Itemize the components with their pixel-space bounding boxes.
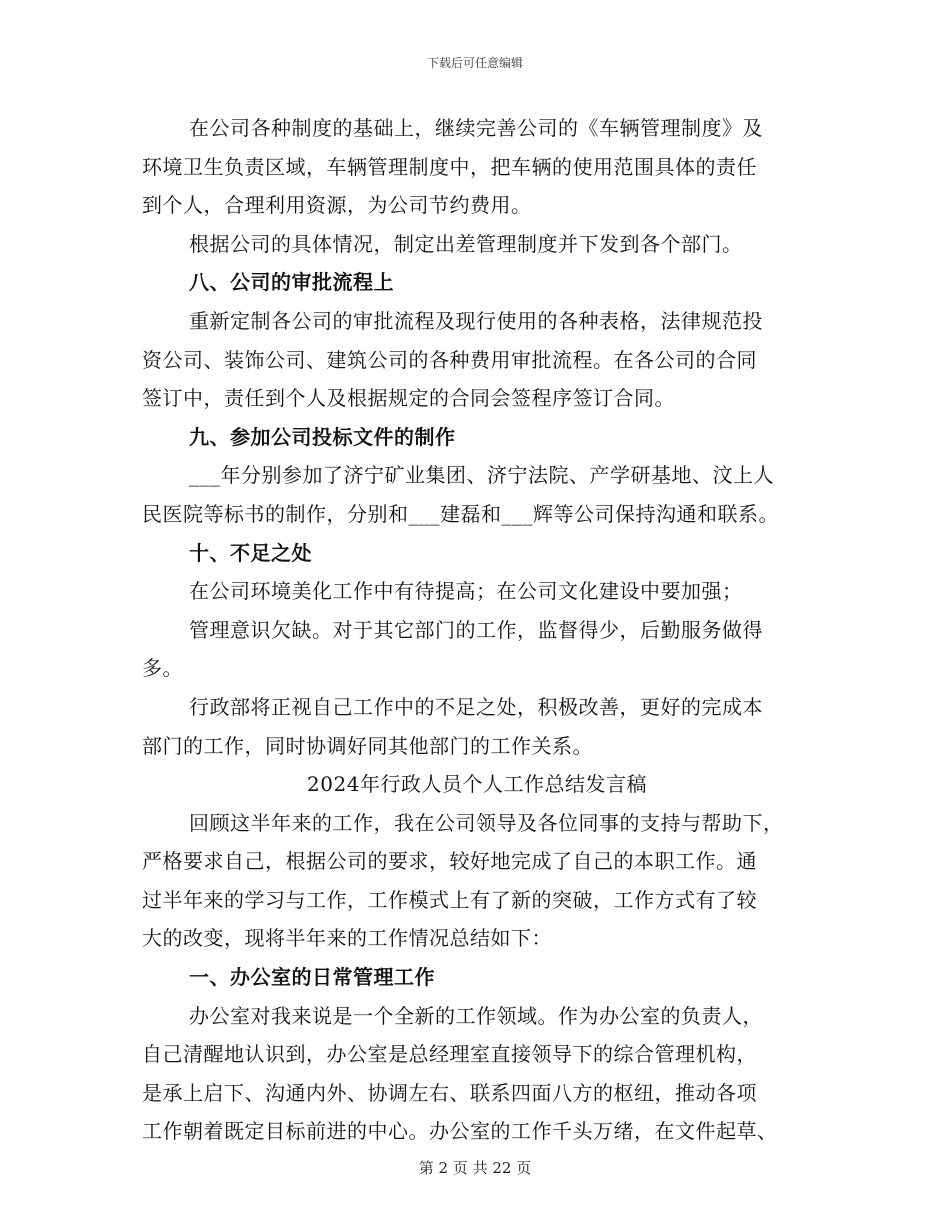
section-heading: 十、不足之处 — [189, 540, 312, 565]
paragraph-line: 过半年来的学习与工作，工作模式上有了新的突破，工作方式有了较 — [142, 887, 757, 912]
page-header: 下载后可任意编辑 — [426, 56, 523, 70]
paragraph-line: 大的改变，现将半年来的工作情况总结如下： — [142, 926, 552, 951]
paragraph-line: 是承上启下、沟通内外、协调左右、联系四面八方的枢纽，推动各项 — [142, 1080, 757, 1105]
paragraph-line: 部门的工作，同时协调好同其他部门的工作关系。 — [142, 733, 593, 758]
paragraph-line: 重新定制各公司的审批流程及现行使用的各种表格，法律规范投 — [189, 308, 763, 333]
section-heading: 一、办公室的日常管理工作 — [189, 965, 435, 990]
paragraph-line: 到个人，合理利用资源，为公司节约费用。 — [142, 193, 532, 218]
paragraph-line: 在公司环境美化工作中有待提高；在公司文化建设中要加强； — [189, 579, 743, 604]
section-title: 2024年行政人员个人工作总结发言稿 — [307, 772, 647, 797]
document-body — [142, 109, 812, 1151]
paragraph-line: 多。 — [142, 656, 183, 681]
paragraph-line: 资公司、装饰公司、建筑公司的各种费用审批流程。在各公司的合同 — [142, 347, 757, 372]
section-heading: 九、参加公司投标文件的制作 — [189, 424, 456, 449]
paragraph-line: 管理意识欠缺。对于其它部门的工作，监督得少，后勤服务做得 — [189, 617, 763, 642]
paragraph-line: 工作朝着既定目标前进的中心。办公室的工作千头万绪，在文件起草、 — [142, 1119, 778, 1144]
paragraph-line: 根据公司的具体情况，制定出差管理制度并下发到各个部门。 — [189, 231, 743, 256]
paragraph-line: 办公室对我来说是一个全新的工作领域。作为办公室的负责人， — [189, 1003, 763, 1028]
paragraph-line: 行政部将正视自己工作中的不足之处，积极改善，更好的完成本 — [189, 694, 763, 719]
paragraph-line: 环境卫生负责区域，车辆管理制度中，把车辆的使用范围具体的责任 — [142, 154, 757, 179]
paragraph-line: 签订中，责任到个人及根据规定的合同会签程序签订合同。 — [142, 386, 675, 411]
paragraph-line: 民医院等标书的制作，分别和___建磊和___辉等公司保持沟通和联系。 — [142, 501, 779, 526]
paragraph-line: 在公司各种制度的基础上，继续完善公司的《车辆管理制度》及 — [189, 116, 763, 140]
section-heading: 八、公司的审批流程上 — [189, 270, 394, 295]
paragraph-line: ___年分别参加了济宁矿业集团、济宁法院、产学研基地、汶上人 — [189, 463, 774, 488]
paragraph-line: 严格要求自己，根据公司的要求，较好地完成了自己的本职工作。通 — [142, 849, 757, 874]
paragraph-line: 回顾这半年来的工作，我在公司领导及各位同事的支持与帮助下， — [189, 810, 784, 835]
page-footer: 第 2 页 共 22 页 — [418, 1159, 532, 1177]
paragraph-line: 自己清醒地认识到，办公室是总经理室直接领导下的综合管理机构， — [142, 1042, 757, 1067]
